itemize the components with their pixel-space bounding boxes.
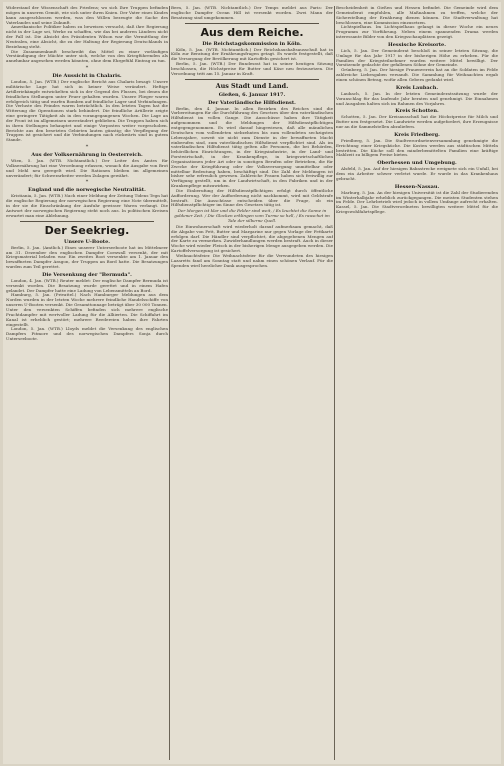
headline: Aus der Volksernährung in Oesterreich.: [31, 152, 143, 159]
article-text: Amerikanische Politiker haben zu beweisen versucht, daß ihre Regierung nicht in der Lage sei, Werke zu schaffen, wie das bei anderen Ländern nicht der Fall ist. Die Absicht des Präsidenten Wilson war die Vermittlung der Neutralen, eine Absicht, die zu der Haltung der Regierung Deutschlands in Beziehung steht.: [6, 24, 168, 49]
article-text: Köln, 5. Jan. (WTB. Nichtamtlich.) Der Reichshaushaltsausschuß hat in Köln zur Beratung der Ernährungsfragen getagt. Es wurde festgestellt, daß die Versorgung der Bevölkerung mit Kartoffeln gesichert ist.: [171, 46, 333, 62]
article-text: Die Einberufung der Hilfsdienstpflichtigen erfolgt durch öffentliche Aufforderung. Wer der Aufforderung nicht nachkommt, wird mit Geldstrafe bestraft. Die Ausschüsse entscheiden über die Frage, ob ein Hilfsdienstpflichtiger im Sinne des Gesetzes tätig ist.: [171, 187, 333, 208]
separator-star: *: [85, 179, 89, 186]
column-rule: [334, 6, 335, 760]
article-text: Lich, 5. Jan. Der Gemeinderat beschloß in seiner letzten Sitzung, die Umlage für das Jahr 1917 in der bisherigen Höhe zu erheben. Für die Familien der Kriegsteilnehmer wurden weitere Mittel bewilligt. Der Vorsitzende gedachte der gefallenen Söhne der Gemeinde.: [336, 47, 498, 68]
dateline: Gießen, 6. Januar 1917.: [218, 91, 286, 98]
article-text: Die Zusammenkunft beschreibt das Mittel zu einer vorläufigen Verständigung der Mächte unter sich, welche von den Kriegführenden als annehmbar angesehen werden könnten, ohne dem Ehrgefühl Eintrag zu tun.: [6, 48, 168, 64]
newspaper-page: [3, 2, 501, 764]
article-text: Marburg, 5. Jan. An der hiesigen Universität ist die Zahl der Studierenden im Winterhalbjahr erheblich zurückgegangen. Die meisten Studenten stehen im Felde. Der Lehrbetrieb wird jedoch in vollem Umfange aufrecht erhalten. Kassel, 5. Jan. Die Stadtverordneten bewilligten weitere Mittel für die Kriegswohlfahrtspflege.: [336, 189, 498, 215]
headline: Hessische Kreisorte.: [388, 41, 446, 48]
article-text: London, 4. Jan. (WTB.) Reuter meldet: Der englische Dampfer Bermuda ist versenkt worden. Die Besatzung wurde gerettet und in einem Hafen gelandet. Der Dampfer hatte eine Ladung von Lebensmitteln an Bord.: [6, 277, 168, 293]
subheadline: Die Reichstagskommission in Köln.: [202, 40, 302, 47]
poem: Der Morgen ist klar und die Felder sind weit, / Es leuchtet die Sonne in goldener Zeit. / Die Glocken erklingen vom Turme so hell, / Es rauschet im Tale der silberne Quell.: [174, 208, 330, 223]
article-text: Berlin, 5. Jan. (WTB.) Der Bundesrat hat in seiner heutigen Sitzung beschlossen, die Höchstpreise für Butter und Käse neu festzusetzen. Die Verordnung tritt am 15. Januar in Kraft.: [171, 61, 333, 76]
section-headline: Aus Stadt und Land.: [215, 81, 289, 90]
article-text: Grünberg, 5. Jan. Der hiesige Frauenverein hat an die Soldaten im Felde zahlreiche Liebesgaben versandt. Die Sammlung für Weihnachten ergab einen schönen Betrag, wofür allen Gebern gedankt wird.: [336, 67, 498, 82]
article-text: Laubach, 5. Jan. In der letzten Gemeinderatssitzung wurde der Voranschlag für das laufende Jahr beraten und genehmigt. Die Einnahmen und Ausgaben halten sich im Rahmen des Vorjahres.: [336, 90, 498, 106]
column-2: [171, 6, 333, 760]
article-text: Friedberg, 5. Jan. Die Stadtverordnetenversammlung genehmigte die Errichtung einer Kriegsküche. Die Kosten werden aus städtischen Mitteln bestritten. Die Küche soll den minderbemittelten Familien eine kräftige Mahlzeit zu billigem Preise bieten.: [336, 137, 498, 158]
article-text: Berlin, den 4. Januar. In allen Bezirken des Reiches sind die Vorbereitungen für die Durchführung des Gesetzes über den vaterländischen Hilfsdienst im vollen Gange. Die Ausschüsse haben ihre Tätigkeit aufgenommen und die Meldungen der Hilfsdienstpflichtigen entgegengenommen. Es wird darauf hingewiesen, daß alle männlichen Deutschen vom vollendeten siebzehnten bis zum vollendeten sechzigsten Lebensjahre, soweit sie nicht zum Dienste in der bewaffneten Macht einberufen sind, zum vaterländischen Hilfsdienst verpflichtet sind. Als im vaterländischen Hilfsdienst tätig gelten alle Personen, die bei Behörden, behördlichen Einrichtungen, in der Kriegsindustrie, in der Land- und Forstwirtschaft, in der Krankenpflege, in kriegswirtschaftlichen Organisationen jeder Art oder in sonstigen Berufen oder Betrieben, die für Zwecke der Kriegführung oder der Volksversorgung unmittelbar oder mittelbar Bedeutung haben, beschäftigt sind. Die Zahl der Meldungen ist bisher sehr erfreulich gewesen. Zahlreiche Frauen haben sich freiwillig zur Verfügung gestellt, um in der Landwirtschaft, in den Fabriken und in der Krankenpflege mitzuwirken.: [171, 105, 333, 189]
divider: [185, 23, 319, 24]
divider: [20, 221, 154, 222]
headline: Oberhessen und Umgebung.: [377, 160, 457, 167]
article-text: Alsfeld, 5. Jan. Auf der hiesigen Bahnstrecke ereignete sich ein Unfall, bei dem ein Arbeiter schwer verletzt wurde. Er wurde in das Krankenhaus gebracht.: [336, 166, 498, 181]
section-headline: Der Seekrieg.: [44, 223, 130, 237]
article-text: Die Einwohnerschaft wird wiederholt darauf aufmerksam gemacht, daß die Abgabe von Fett, Butter und Margarine nur gegen Vorlage der Fettkarte erfolgen darf. Die Händler sind verpflichtet, die abgegebenen Mengen auf der Karte zu vermerken. Zuwiderhandlungen werden bestraft. Auch in dieser Woche wird wieder Fleisch in der bisherigen Menge ausgegeben werden. Die Kartoffelversorgung ist gesichert.: [171, 223, 333, 254]
separator-star: *: [85, 65, 89, 72]
article-text: Hamburg, 5. Jan. (Privattel.) Nach Hamburger Meldungen aus dem Norden wurden in der letzten Woche mehrere feindliche Handelsschiffe von unseren U-Booten versenkt. Die Gesamttonnage beträgt über 30 000 Tonnen. Unter den versenkten Schiffen befinden sich mehrere englische Frachtdampfer mit wertvoller Ladung für die Alliierten. Die Schiffahrt im Kanal ist erheblich gestört; mehrere Reedereien haben ihre Fahrten eingestellt.: [6, 292, 168, 327]
subheadline: Der Vaterländische Hilfsdienst.: [208, 99, 296, 106]
headline: Hessen-Nassau.: [394, 183, 440, 190]
column-rule: [169, 6, 170, 760]
article-text: Widerstand der Wissenschaft des Friedens; wo sich Ihre Truppen befinden mögen in unseren Gemüt, wie sich unter ihren Knien. Der Vater eines Kindes kann ausgeschlossen werden, was den Willen bezeugte die Sache des Vaterlandes und seine Zukunft.: [6, 6, 168, 25]
headline: Kreis Friedberg.: [394, 131, 440, 138]
section-headline: Aus dem Reiche.: [200, 25, 304, 39]
subheadline: Unsere U-Boote.: [63, 238, 111, 245]
article-text: Weihnachtsfeier. Die Weihnachtsfeier für die Verwundeten des hiesigen Lazaretts fand am Sonntag statt und nahm einen schönen Verlauf. Für die Spenden wird herzlicher Dank ausgesprochen.: [171, 252, 333, 268]
headline: Kreis Schotten.: [395, 108, 439, 115]
headline: Kreis Laubach.: [395, 84, 439, 91]
headline: Die Aussicht in Chalaris.: [52, 73, 122, 80]
column-1: [6, 6, 168, 760]
article-text: London, 5. Jan. (WTB.) Der englische Bericht aus Chalaris besagt: Unsere militärische Lage hat sich in keiner Weise verändert. Heftige Artilleriekämpfe entwickelten sich in der Gegend des Flusses, bei denen die feindlichen Stellungen unter Feuer gehalten wurden. Unsere Flieger waren erfolgreich tätig und warfen Bomben auf feindliche Lager und Verbindungen. Die Verluste des Feindes waren beträchtlich. In den letzten Tagen hat die Witterung die Operationen stark behindert. Die feindliche Artillerie zeigte eine geringere Tätigkeit als in den vorangegangenen Wochen. Die Lage an der Front ist im allgemeinen unverändert geblieben. Die Truppen haben sich in ihren Stellungen behauptet und einige Vorposten weiter vorgeschoben. Berichte aus den besetzten Gebieten lauten günstig; die Verpflegung der Truppen ist gesichert und die Verbindungen nach rückwärts sind in gutem Stande.: [6, 79, 168, 143]
column-3: [336, 6, 498, 760]
headline: Die Versenkung der "Bermuda".: [42, 271, 132, 278]
article-text: Wien, 5. Jan. (WTB. Nichtamtlich.) Der Leiter des Amtes für Volksernährung hat eine Verordnung erlassen, wonach die Ausgabe von Brot und Mehl neu geregelt wird. Die Rationen bleiben im allgemeinen unverändert; für Schwerarbeiter werden Zulagen gewährt.: [6, 158, 168, 178]
separator-star: *: [85, 144, 89, 151]
article-text: Lichtspielhaus. Im Lichtspielhaus gelangt in dieser Woche ein neues Programm zur Vorführung. Neben einem spannenden Drama werden interessante Bilder von den Kriegsschauplätzen gezeigt.: [336, 24, 498, 40]
headline: England und die norwegische Neutralität.: [28, 187, 146, 194]
article-text: London, 5. Jan. (WTB.) Lloyds meldet die Versenkung des englischen Dampfers Pitmore und des norwegischen Dampfers Sonja durch Unterseeboote.: [6, 326, 168, 342]
article-text: Berlin, 5. Jan. (Amtlich.) Eines unserer Unterseeboote hat im Mittelmeer am 31. Dezember den englischen Dampfer Cornwall versenkt, der mit Kriegsmaterial beladen war. Ein zweites Boot versenkte am 1. Januar den bewaffneten Dampfer Aragon, der Truppen an Bord hatte. Die Besatzungen wurden zum Teil gerettet.: [6, 244, 168, 270]
article-text: Schotten, 5. Jan. Der Kreisausschuß hat die Höchstpreise für Milch und Butter neu festgesetzt. Die Landwirte werden aufgefordert, ihre Erzeugnisse nur an die Sammelstellen abzuliefern.: [336, 114, 498, 130]
article-text: Bescheidenheit in Gießen und Hessen befindet. Die Gemeinde wird dem Gemeinderat empfohlen, alle Maßnahmen zu treffen, welche der Sicherstellung der Ernährung dienen können. Die Stadtverwaltung hat beschlossen, eine Kommission einzusetzen.: [336, 6, 498, 25]
divider: [185, 79, 319, 80]
article-text: Bern, 5. Jan. (WTB. Nichtamtlich.) Der Temps meldet aus Paris: Der englische Dampfer Ocean Hill ist versenkt worden. Zwei Mann der Besatzung sind umgekommen.: [171, 6, 333, 20]
article-text: Kristiania, 5. Jan. (WTB.) Nach einer Meldung der Zeitung Tidens Tegn hat die englische Regierung der norwegischen Regierung eine Note übermittelt, in der sie die Einschränkung der Ausfuhr gewisser Waren verlangt. Die Antwort der norwegischen Regierung steht noch aus. In politischen Kreisen erwartet man eine Ablehnung.: [6, 193, 168, 218]
